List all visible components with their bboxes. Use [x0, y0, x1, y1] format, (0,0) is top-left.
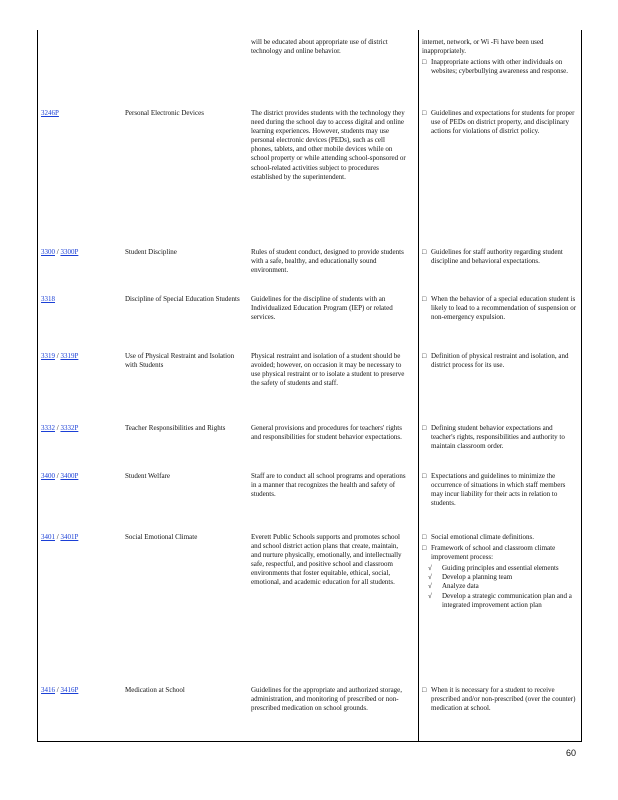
policy-link[interactable]: 3400	[41, 472, 55, 480]
sub-item	[422, 573, 578, 582]
sub-item-text: Guiding principles and essential elements	[442, 564, 559, 573]
row-description: Guidelines for the appropriate and authorized storage, administration, and monitoring of prescribed or non-prescribed medication on school grounds.	[251, 686, 403, 713]
responsibility-text: Guidelines for staff authority regarding student discipline and behavioral expectations.	[431, 248, 563, 266]
policy-link[interactable]: 3246P	[41, 109, 59, 117]
row-policy-numbers	[41, 109, 117, 118]
policy-link[interactable]: 3401	[41, 533, 55, 541]
row-policy-numbers	[41, 352, 117, 361]
check-mark-icon: √	[428, 573, 432, 582]
row-description: will be educated about appropriate use of district technology and online behavior.	[251, 38, 388, 56]
responsibility-item	[422, 295, 578, 322]
checkbox-bullet-icon: □	[422, 352, 427, 360]
responsibility-continued-text: internet, network, or Wi -Fi have been used inappropriately.	[422, 38, 544, 56]
row-description: Physical restraint and isolation of a student should be avoided; however, on occasion it may be necessary to use physical restraint or to isolate a student to preserve the safety of students and staff.	[251, 352, 405, 388]
page-number: 60	[566, 748, 577, 758]
responsibility-item	[422, 352, 578, 370]
responsibility-text: Definition of physical restraint and isolation, and district process for its use.	[431, 352, 569, 370]
responsibility-text: Defining student behavior expectations and teacher's rights, responsibilities and authority to maintain classroom order.	[431, 424, 565, 451]
checkbox-bullet-icon: □	[422, 686, 427, 694]
row-policy-numbers	[41, 295, 117, 304]
responsibility-item	[422, 472, 578, 508]
row-policy-title: Medication at School	[125, 686, 185, 694]
checkbox-bullet-icon: □	[422, 544, 427, 553]
sub-item	[422, 592, 578, 610]
checkbox-bullet-icon: □	[422, 248, 427, 256]
row-description: Staff are to conduct all school programs and operations in a manner that recognizes the health and safety of students.	[251, 472, 406, 499]
check-mark-icon: √	[428, 591, 432, 600]
policy-link[interactable]: 3300P	[60, 248, 79, 256]
responsibility-item	[422, 58, 578, 76]
responsibility-text: Expectations and guidelines to minimize the occurrence of situations in which staff members may incur liability for their acts in relation to students.	[431, 472, 566, 508]
row-responsibilities	[422, 424, 578, 453]
row-responsibilities	[422, 686, 578, 715]
row-responsibilities	[422, 472, 578, 510]
policy-link[interactable]: 3401P	[60, 533, 79, 541]
policy-link[interactable]: 3416	[41, 686, 55, 694]
policy-separator: /	[55, 424, 61, 432]
policy-link[interactable]: 3319P	[60, 352, 79, 360]
responsibility-item	[422, 686, 578, 713]
responsibility-text: Guidelines and expectations for students for proper use of PEDs on district property, and disciplinary actions for violations of district policy.	[431, 109, 575, 136]
sub-item-text: Develop a planning team	[442, 573, 513, 582]
checkbox-bullet-icon: □	[422, 109, 427, 117]
checkbox-bullet-icon: □	[422, 58, 427, 67]
sub-item	[422, 564, 578, 573]
responsibility-text: Inappropriate actions with other individuals on websites; cyberbullying awareness and response.	[431, 58, 569, 76]
policy-link[interactable]: 3300	[41, 248, 55, 256]
policy-link[interactable]: 3319	[41, 352, 55, 360]
policy-separator: /	[55, 352, 61, 360]
responsibility-item	[422, 109, 578, 136]
policy-separator: /	[55, 686, 61, 694]
row-policy-numbers	[41, 424, 117, 433]
policy-link[interactable]: 3400P	[60, 472, 79, 480]
column-divider	[418, 30, 419, 742]
row-policy-title: Social Emotional Climate	[125, 533, 198, 541]
checkbox-bullet-icon: □	[422, 472, 427, 480]
row-policy-title: Discipline of Special Education Students	[125, 295, 240, 303]
check-mark-icon: √	[428, 564, 432, 573]
policy-separator: /	[55, 533, 61, 541]
row-policy-numbers	[41, 533, 117, 542]
row-policy-title: Personal Electronic Devices	[125, 109, 204, 117]
sub-item-text: Analyze data	[442, 582, 479, 591]
responsibility-text: When it is necessary for a student to receive prescribed and/or non-prescribed (over the counter) medication at school.	[431, 686, 576, 713]
row-policy-title: Student Discipline	[125, 248, 177, 256]
row-policy-title: Student Welfare	[125, 472, 170, 480]
row-responsibilities	[422, 295, 578, 324]
row-policy-title: Use of Physical Restraint and Isolation with Students	[125, 352, 235, 370]
row-responsibilities	[422, 352, 578, 372]
policy-link[interactable]: 3318	[41, 295, 55, 303]
row-responsibilities	[422, 38, 578, 78]
checkbox-bullet-icon: □	[422, 533, 427, 541]
sub-item-text: Develop a strategic communication plan and a integrated improvement action plan	[442, 591, 572, 609]
row-description: General provisions and procedures for teachers' rights and responsibilities for student behavior expectations.	[251, 424, 402, 442]
responsibility-item	[422, 544, 578, 562]
responsibility-text: When the behavior of a special education student is likely to lead to a recommendation of suspension or non-emergency expulsion.	[431, 295, 577, 322]
policy-link[interactable]: 3416P	[60, 686, 79, 694]
responsibility-item	[422, 248, 578, 266]
policy-link[interactable]: 3332P	[60, 424, 79, 432]
checkbox-bullet-icon: □	[422, 295, 427, 303]
row-policy-title: Teacher Responsibilities and Rights	[125, 424, 226, 432]
row-responsibilities	[422, 109, 578, 138]
row-responsibilities	[422, 533, 578, 610]
responsibility-text: Social emotional climate definitions.	[431, 533, 535, 541]
row-description: Everett Public Schools supports and promotes school and school district action plans that create, maintain, and nurture physically, emotionally, and intellectually safe, respectful, and positive school and classroom environments that foster equitable, ethical, social, emotional, and academic education for all students.	[251, 533, 402, 587]
policy-link[interactable]: 3332	[41, 424, 55, 432]
row-description: Guidelines for the discipline of students with an Individualized Education Program (IEP) or related services.	[251, 295, 393, 322]
policy-separator: /	[55, 248, 61, 256]
row-description: The district provides students with the technology they need during the school day to access digital and online learning experiences. However, students may use personal electronic devices (PEDs), such as cell phones, tablets, and other mobile devices while on school property or while attending school-sponsored or school-related activities subject to procedures established by the superintendent.	[251, 109, 406, 181]
row-policy-numbers	[41, 248, 117, 257]
sub-item	[422, 582, 578, 591]
policy-separator: /	[55, 472, 61, 480]
row-responsibilities	[422, 248, 578, 268]
row-policy-numbers	[41, 686, 117, 695]
row-description: Rules of student conduct, designed to provide students with a safe, healthy, and educationally sound environment.	[251, 248, 404, 275]
responsibility-item	[422, 424, 578, 451]
checkbox-bullet-icon: □	[422, 424, 427, 432]
row-policy-numbers	[41, 472, 117, 481]
responsibility-item	[422, 533, 578, 542]
check-mark-icon: √	[428, 582, 432, 591]
responsibility-text: Framework of school and classroom climate improvement process:	[431, 544, 556, 562]
